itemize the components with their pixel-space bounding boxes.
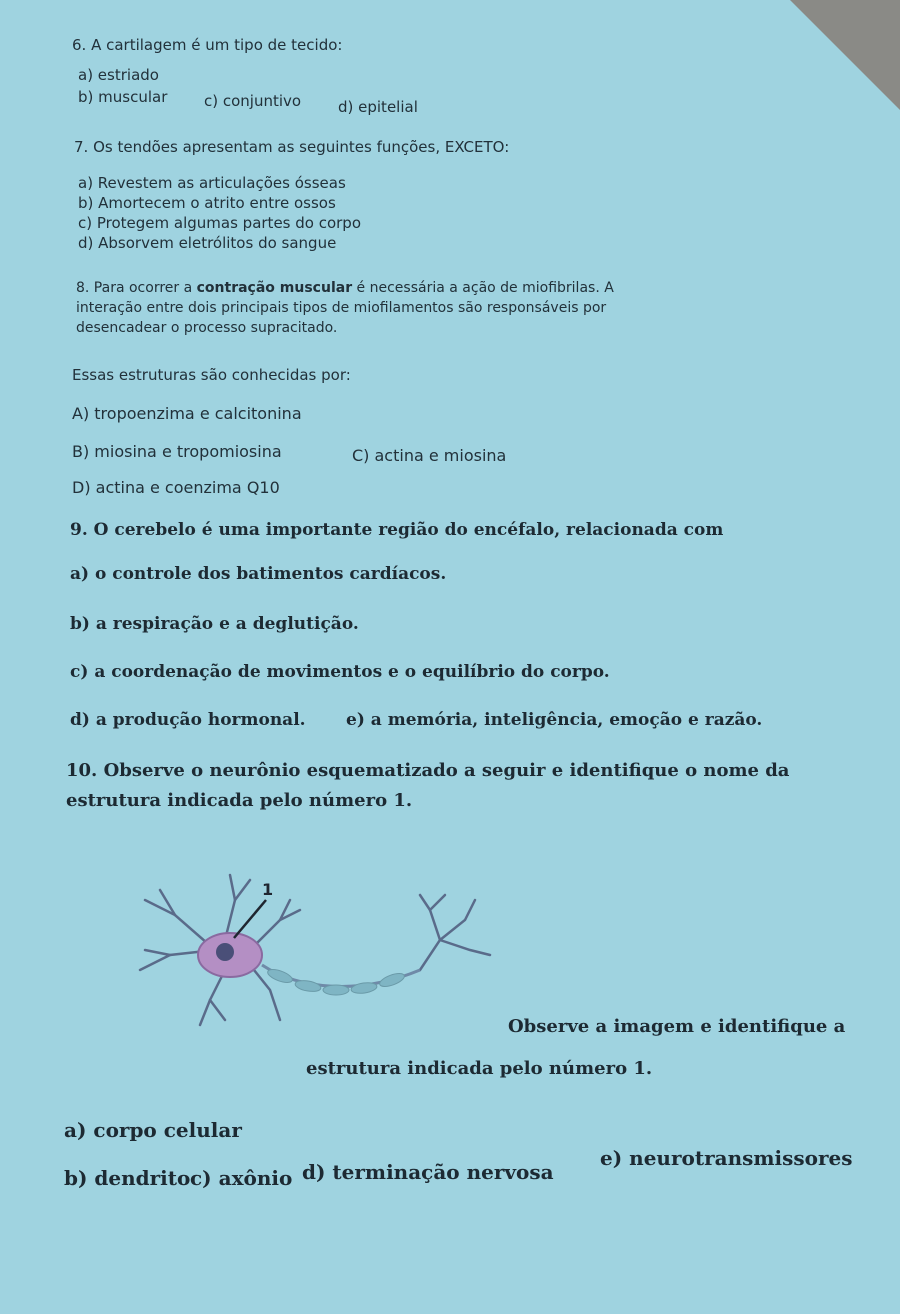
q6-option-a: a) estriado bbox=[78, 66, 159, 84]
q10-caption-line-2: estrutura indicada pelo número 1. bbox=[306, 1058, 653, 1079]
q8-text-line-3: desencadear o processo supracitado. bbox=[76, 320, 338, 336]
q10-caption-line-1: Observe a imagem e identifique a bbox=[508, 1016, 846, 1037]
q10-option-e: e) neurotransmissores bbox=[600, 1146, 853, 1170]
figure-label-1: 1 bbox=[262, 880, 274, 899]
q10-option-b: b) dendrito bbox=[64, 1166, 191, 1190]
q8-option-c: C) actina e miosina bbox=[352, 446, 507, 465]
page-corner-shadow bbox=[790, 0, 900, 110]
q8-text-1b: contração muscular bbox=[196, 280, 353, 296]
q10-option-d: d) terminação nervosa bbox=[302, 1160, 554, 1184]
q8-option-a: A) tropoenzima e calcitonina bbox=[72, 404, 302, 423]
q9-option-c: c) a coordenação de movimentos e o equilíbrio do corpo. bbox=[70, 662, 610, 682]
q7-question: 7. Os tendões apresentam as seguintes funções, EXCETO: bbox=[74, 138, 510, 156]
q10-text-line-2: estrutura indicada pelo número 1. bbox=[66, 790, 413, 811]
q8-text-line-1 bbox=[76, 280, 614, 296]
q8-option-d: D) actina e coenzima Q10 bbox=[72, 478, 280, 497]
q8-text-line-2: interação entre dois principais tipos de miofilamentos são responsáveis por bbox=[76, 300, 607, 316]
q7-option-d: d) Absorvem eletrólitos do sangue bbox=[78, 234, 337, 252]
q10-option-a: a) corpo celular bbox=[64, 1118, 242, 1142]
q10-text-line-1: 10. Observe o neurônio esquematizado a seguir e identifique o nome da bbox=[66, 760, 790, 781]
q7-option-b: b) Amortecem o atrito entre ossos bbox=[78, 194, 336, 212]
q6-option-c: c) conjuntivo bbox=[204, 92, 302, 110]
q6-option-b: b) muscular bbox=[78, 88, 168, 106]
q9-option-e: e) a memória, inteligência, emoção e razão. bbox=[346, 710, 763, 730]
q8-text-1a: 8. Para ocorrer a bbox=[76, 280, 197, 296]
q7-option-a: a) Revestem as articulações ósseas bbox=[78, 174, 346, 192]
q7-option-c: c) Protegem algumas partes do corpo bbox=[78, 214, 362, 232]
q9-option-d: d) a produção hormonal. bbox=[70, 710, 306, 730]
q9-option-a: a) o controle dos batimentos cardíacos. bbox=[70, 564, 447, 584]
q8-option-b: B) miosina e tropomiosina bbox=[72, 442, 282, 461]
neuron-diagram bbox=[130, 860, 500, 1040]
q8-prompt: Essas estruturas são conhecidas por: bbox=[72, 366, 351, 384]
q8-text-1c: é necessária a ação de miofibrilas. A bbox=[352, 280, 614, 296]
q6-option-d: d) epitelial bbox=[338, 98, 418, 116]
q6-question: 6. A cartilagem é um tipo de tecido: bbox=[72, 36, 343, 54]
q9-question: 9. O cerebelo é uma importante região do encéfalo, relacionada com bbox=[70, 520, 724, 540]
q9-option-b: b) a respiração e a deglutição. bbox=[70, 614, 359, 634]
nucleus bbox=[216, 943, 234, 961]
q10-option-c: c) axônio bbox=[190, 1166, 293, 1190]
